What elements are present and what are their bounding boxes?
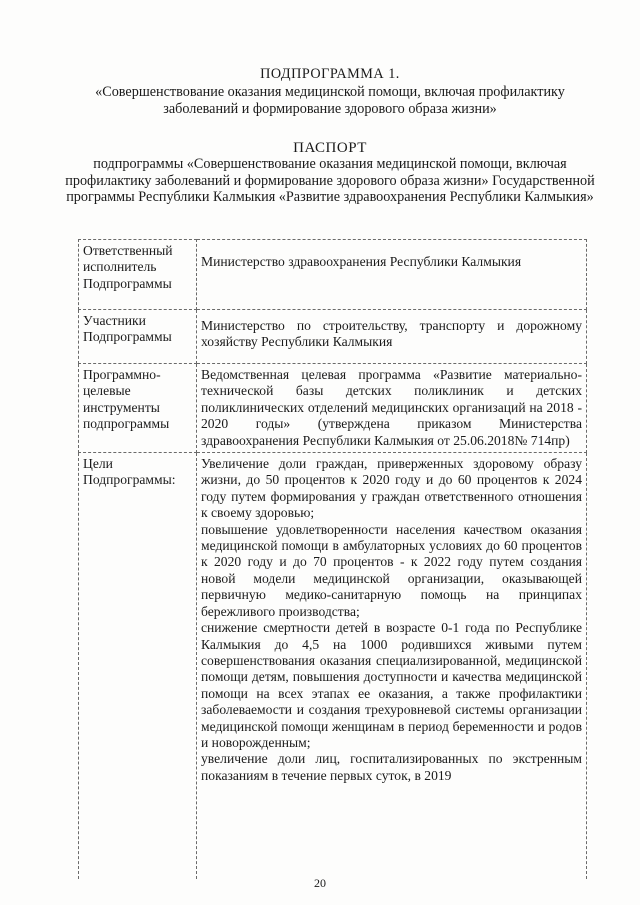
page-number: 20 [314, 876, 326, 890]
goal-paragraph: снижение смертности детей в возрасте 0-1 года по Республике Калмыкия до 4,5 на 1000 родившихся живыми путем совершенствования оказания специализированной, медицинской помощи детям, повышения доступности и качества медицинской помощи на всех этапах ее оказания, а также профилактики заболеваемости и создания трехуровневой системы организации медицинской помощи женщинам в период беременности и родов и новорожденным; [201, 620, 582, 750]
row-label-goals: Цели Подпрограммы: [79, 453, 197, 880]
table-row [79, 453, 587, 880]
passport-table [78, 239, 587, 879]
goal-paragraph: повышение удовлетворенности населения качеством оказания медицинской помощи в амбулаторных условиях до 60 процентов к 2020 году и до 70 процентов - к 2022 году путем создания новой модели медицинской организации, оказывающей первичную медико-санитарную помощь на принципах бережливого производства; [201, 521, 582, 619]
table-row [79, 240, 587, 310]
row-label-responsible: Ответственный исполнитель Подпрограммы [79, 240, 197, 310]
table-row [79, 310, 587, 364]
row-value-goals [197, 453, 587, 880]
goal-paragraph: увеличение доли лиц, госпитализированных по экстренным показаниям в течение первых суток, в 2019 [201, 751, 582, 783]
row-label-participants: Участники Подпрограммы [79, 310, 197, 364]
goal-paragraph: Увеличение доли граждан, приверженных здоровому образу жизни, до 50 процентов к 2020 году и до 60 процентов к 2024 году путем формирования у граждан ответственного отношения к своему здоровью; [201, 456, 582, 521]
subprogram-name: «Совершенствование оказания медицинской помощи, включая профилактику заболеваний и формирование здорового образа жизни» [95, 84, 565, 117]
row-value-participants: Министерство по строительству, транспорту и дорожному хозяйству Республики Калмыкия [197, 310, 587, 364]
row-value-instruments: Ведомственная целевая программа «Развитие материально-технической базы детских поликлиник и детских поликлинических отделений медицинских организаций на 2018 - 2020 годы» (утверждена приказом Министерства здравоохранения Республики Калмыкия от 25.06.2018№ 714пр) [197, 364, 587, 453]
row-value-responsible: Министерство здравоохранения Республики Калмыкия [197, 240, 587, 310]
subprogram-title: ПОДПРОГРАММА 1. [260, 66, 400, 82]
table-row [79, 364, 587, 453]
passport-description: подпрограммы «Совершенствование оказания медицинской помощи, включая профилактику заболеваний и формирование здорового образа жизни» Государственной программы Республики Калмыкия «Развитие здравоохранения Республики Калмыкия» [65, 156, 595, 205]
row-label-instruments: Программно-целевые инструменты подпрограммы [79, 364, 197, 453]
passport-title: ПАСПОРТ [293, 140, 367, 156]
